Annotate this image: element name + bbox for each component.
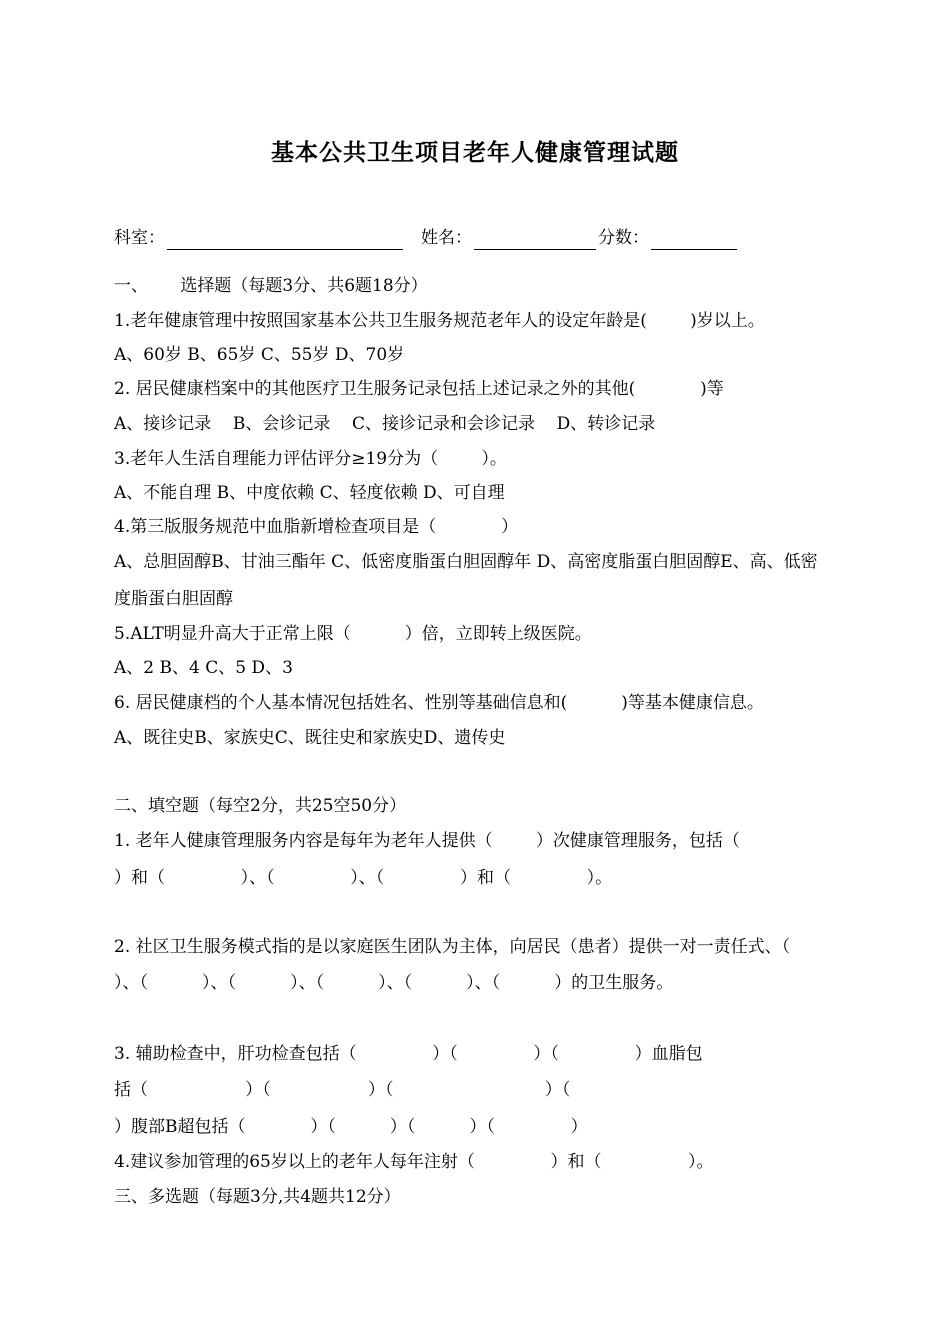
fill-1-line-1: 1. 老年人健康管理服务内容是每年为老年人提供（ ）次健康管理服务，包括（ bbox=[114, 831, 740, 851]
question-6-options: A、既往史B、家族史C、既往史和家族史D、遗传史 bbox=[114, 728, 506, 748]
fill-3-line-1: 3. 辅助检查中，肝功检查包括（ ）（ ）（ ）血脂包 bbox=[114, 1044, 703, 1064]
dept-blank[interactable] bbox=[167, 231, 403, 250]
section-3-heading: 三、多选题（每题3分,共4题共12分） bbox=[114, 1187, 401, 1207]
fill-3-line-2: 括（ ）（ ）（ ）（ bbox=[114, 1080, 571, 1100]
question-5-options: A、2 B、4 C、5 D、3 bbox=[114, 658, 293, 678]
header-info-line bbox=[114, 226, 739, 250]
fill-2-line-1: 2. 社区卫生服务模式指的是以家庭医生团队为主体，向居民（患者）提供一对一责任式、（ bbox=[114, 937, 791, 957]
fill-3-line-3: ）腹部B超包括（ ）（ ）（ ）（ ） bbox=[114, 1117, 588, 1137]
question-1-options: A、60岁 B、65岁 C、55岁 D、70岁 bbox=[114, 345, 405, 365]
score-blank[interactable] bbox=[651, 231, 737, 250]
question-3: 3.老年人生活自理能力评估评分≥19分为（ ）。 bbox=[114, 449, 507, 469]
question-3-options: A、不能自理 B、中度依赖 C、轻度依赖 D、可自理 bbox=[114, 483, 505, 503]
fill-1-line-2: ）和（ ）、（ ）、（ ）和（ ）。 bbox=[114, 868, 613, 888]
question-4-options-line-2: 度脂蛋白胆固醇 bbox=[114, 589, 233, 609]
section-2-heading: 二、填空题（每空2分，共25空50分） bbox=[114, 796, 407, 816]
question-2-options: A、接诊记录 B、会诊记录 C、接诊记录和会诊记录 D、转诊记录 bbox=[114, 414, 656, 434]
question-4-options-line-1: A、总胆固醇B、甘油三酯年 C、低密度脂蛋白胆固醇年 D、高密度脂蛋白胆固醇E、高、低密 bbox=[114, 552, 818, 572]
page-title: 基本公共卫生项目老年人健康管理试题 bbox=[271, 139, 679, 166]
name-blank[interactable] bbox=[474, 231, 596, 250]
name-label: 姓名： bbox=[421, 228, 472, 248]
question-2: 2. 居民健康档案中的其他医疗卫生服务记录包括上述记录之外的其他( )等 bbox=[114, 379, 724, 399]
question-5: 5.ALT明显升高大于正常上限（ ）倍，立即转上级医院。 bbox=[114, 624, 592, 644]
question-1: 1.老年健康管理中按照国家基本公共卫生服务规范老年人的设定年龄是( )岁以上。 bbox=[114, 311, 765, 331]
fill-2-line-2: ）、（ ）、（ ）、（ ）、（ ）、（ ）的卫生服务。 bbox=[114, 973, 674, 993]
question-6: 6. 居民健康档的个人基本情况包括姓名、性别等基础信息和( )等基本健康信息。 bbox=[114, 693, 764, 713]
dept-label: 科室： bbox=[114, 228, 165, 248]
score-label: 分数： bbox=[598, 228, 649, 248]
question-4: 4.第三版服务规范中血脂新增检查项目是（ ） bbox=[114, 517, 519, 537]
section-1-heading: 一、 选择题（每题3分、共6题18分） bbox=[114, 276, 428, 296]
fill-4: 4.建议参加管理的65岁以上的老年人每年注射（ ）和（ ）。 bbox=[114, 1152, 714, 1172]
